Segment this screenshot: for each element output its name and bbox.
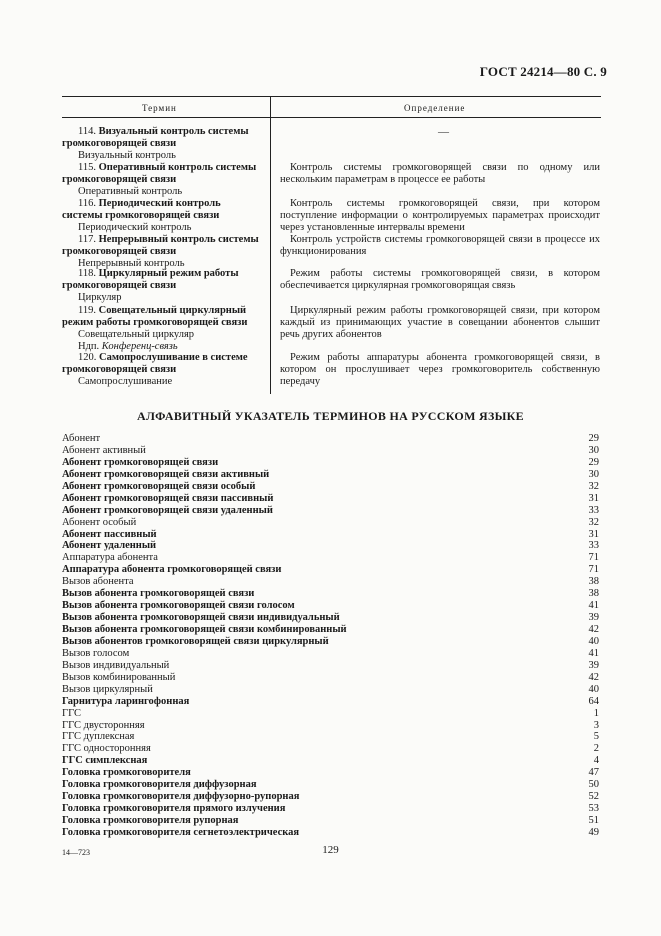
term-title: Визуальный контроль системы громкоговорящей связи: [62, 126, 249, 149]
index-term: Абонент пассивный: [62, 528, 157, 540]
term-title: Циркулярный режим работы громкоговорящей связи: [62, 268, 239, 291]
index-list: [62, 433, 599, 839]
term-number: 114.: [78, 126, 96, 137]
index-term: Вызов голосом: [62, 647, 130, 659]
page-number: 129: [322, 844, 339, 856]
index-term: Головка громкоговорителя диффузорная: [62, 779, 257, 791]
term-title: Непрерывный контроль системы громкоговорящей связи: [62, 234, 259, 257]
index-page-ref: 38: [588, 588, 599, 600]
index-page-ref: 38: [588, 576, 599, 588]
index-row: [62, 803, 599, 815]
term-title: Самопрослушивание в системе громкоговорящей связи: [62, 352, 248, 375]
index-row: [62, 457, 599, 469]
table-header-divider: [270, 96, 271, 117]
table-col-definition-heading: Определение: [404, 103, 466, 113]
index-term: Абонент громкоговорящей связи пассивный: [62, 492, 274, 504]
index-page-ref: 39: [588, 612, 599, 624]
deprecated-term: Конференц-связь: [101, 341, 178, 352]
term-entry-114: [62, 126, 262, 162]
document-header-code: ГОСТ 24214—80 С. 9: [479, 64, 607, 79]
index-term: Абонент особый: [62, 516, 137, 528]
term-entry-119: [62, 305, 262, 353]
index-row: [62, 815, 599, 827]
index-page-ref: 32: [588, 480, 599, 492]
table-header-rule: [62, 117, 601, 118]
index-row: [62, 469, 599, 481]
index-page-ref: 3: [593, 719, 599, 731]
index-page-ref: 47: [588, 767, 599, 779]
term-number: 119.: [78, 305, 96, 316]
index-term: Вызов абонента громкоговорящей связи комбинированный: [62, 624, 347, 635]
index-row: [62, 755, 599, 767]
index-page-ref: 52: [588, 791, 599, 803]
index-row: [62, 684, 599, 696]
index-term: ГГС дуплексная: [62, 731, 135, 743]
index-page-ref: 40: [588, 683, 599, 695]
definition-115: Контроль системы громкоговорящей связи по одному или нескольким параметрам в процессе ее работы: [280, 162, 600, 185]
term-synonym: Непрерывный контроль: [78, 258, 185, 269]
index-term: Вызов абонента: [62, 576, 134, 588]
index-page-ref: 4: [593, 755, 599, 767]
term-title: Периодический контроль системы громкоговорящей связи: [62, 198, 221, 221]
index-term: Абонент громкоговорящей связи удаленный: [62, 504, 273, 516]
index-row: [62, 505, 599, 517]
index-row: [62, 588, 599, 600]
index-term: Аппаратура абонента громкоговорящей связи: [62, 564, 282, 576]
index-page-ref: 71: [588, 552, 599, 564]
index-term: Абонент удаленный: [62, 540, 157, 552]
index-page-ref: 42: [588, 671, 599, 683]
index-term: ГГС: [62, 707, 82, 719]
index-term: Головка громкоговорителя сегнетоэлектрическая: [62, 826, 300, 838]
index-term: Абонент громкоговорящей связи: [62, 456, 219, 468]
index-page-ref: 42: [588, 624, 599, 635]
index-page-ref: 49: [588, 826, 599, 838]
term-synonym: Периодический контроль: [78, 222, 192, 233]
index-title: АЛФАВИТНЫЙ УКАЗАТЕЛЬ ТЕРМИНОВ НА РУССКОМ ЯЗЫКЕ: [137, 409, 524, 423]
index-term: Головка громкоговорителя: [62, 767, 191, 779]
index-row: [62, 445, 599, 457]
index-row: [62, 660, 599, 672]
definition-116: Контроль системы громкоговорящей связи, при котором поступление информации о контролируемых параметрах происходит через установленные интервалы времени: [280, 198, 600, 233]
definition-119: Циркулярный режим работы громкоговорящей связи, при котором каждый из принимающих участие в совещании абонентов слышит речь других абонентов: [280, 305, 600, 340]
term-synonym: Циркуляр: [78, 292, 122, 303]
deprecated-prefix: Ндп.: [78, 341, 100, 352]
index-row: [62, 552, 599, 564]
term-number: 117.: [78, 234, 96, 245]
index-term: Абонент громкоговорящей связи активный: [62, 468, 270, 480]
term-number: 116.: [78, 198, 96, 209]
index-page-ref: 41: [588, 647, 599, 659]
index-row: [62, 529, 599, 541]
index-row: [62, 433, 599, 445]
index-term: Вызов абонента громкоговорящей связи голосом: [62, 600, 295, 612]
index-page-ref: 41: [588, 600, 599, 612]
definition-dash-114: —: [438, 126, 449, 138]
index-row: [62, 648, 599, 660]
index-page-ref: 29: [588, 456, 599, 468]
index-page-ref: 50: [588, 779, 599, 791]
index-term: Головка громкоговорителя рупорная: [62, 815, 239, 826]
index-page-ref: 71: [588, 564, 599, 576]
index-page-ref: 51: [588, 815, 599, 826]
index-row: [62, 672, 599, 684]
definition-118: Режим работы системы громкоговорящей связи, в котором обеспечивается циркулярная громкоговорящая связь: [280, 268, 600, 291]
index-term: Головка громкоговорителя диффузорно-рупорная: [62, 791, 300, 803]
index-row: [62, 636, 599, 648]
term-synonym: Визуальный контроль: [78, 150, 176, 161]
index-page-ref: 32: [588, 516, 599, 528]
index-page-ref: 39: [588, 659, 599, 671]
term-title: Совещательный циркулярный режим работы громкоговорящей связи: [62, 305, 248, 328]
term-synonym: Самопрослушивание: [78, 376, 173, 387]
index-row: [62, 791, 599, 803]
index-term: ГГС симплексная: [62, 755, 148, 767]
index-row: [62, 696, 599, 708]
index-row: [62, 481, 599, 493]
index-row: [62, 517, 599, 529]
term-number: 120.: [78, 352, 97, 363]
term-synonym: Совещательный циркуляр: [78, 329, 195, 340]
index-page-ref: 33: [588, 540, 599, 552]
index-row: [62, 779, 599, 791]
term-entry-118: [62, 268, 262, 304]
table-column-divider: [270, 117, 271, 394]
index-term: Абонент: [62, 433, 101, 444]
index-page-ref: 64: [588, 695, 599, 707]
term-entry-120: [62, 352, 262, 388]
index-row: [62, 827, 599, 839]
definition-117: Контроль устройств системы громкоговорящей связи в процессе их функционирования: [280, 234, 600, 257]
term-entry-115: [62, 162, 262, 198]
index-row: [62, 767, 599, 779]
term-entry-117: [62, 234, 262, 270]
index-term: Вызов циркулярный: [62, 683, 153, 695]
term-synonym: Оперативный контроль: [78, 186, 183, 197]
index-row: [62, 564, 599, 576]
definition-120: Режим работы аппаратуры абонента громкоговорящей связи, в котором он прослушивает через громкоговоритель собственную передачу: [280, 352, 600, 387]
index-term: Абонент активный: [62, 444, 146, 456]
index-term: Гарнитура ларингофонная: [62, 695, 190, 707]
index-row: [62, 720, 599, 732]
index-term: Вызов абонента громкоговорящей связи: [62, 588, 255, 600]
index-page-ref: 30: [588, 468, 599, 480]
index-page-ref: 31: [588, 492, 599, 504]
table-col-term-heading: Термин: [142, 103, 177, 113]
index-term: Головка громкоговорителя прямого излучения: [62, 803, 286, 815]
index-term: Аппаратура абонента: [62, 552, 158, 564]
index-term: Вызов абонента громкоговорящей связи индивидуальный: [62, 612, 340, 624]
index-term: Вызов абонентов громкоговорящей связи циркулярный: [62, 635, 329, 647]
index-page-ref: 29: [588, 433, 599, 444]
index-row: [62, 493, 599, 505]
index-term: Абонент громкоговорящей связи особый: [62, 480, 256, 492]
index-page-ref: 30: [588, 444, 599, 456]
index-row: [62, 743, 599, 755]
index-term: ГГС односторонняя: [62, 743, 151, 755]
index-row: [62, 708, 599, 720]
index-row: [62, 540, 599, 552]
index-page-ref: 31: [588, 528, 599, 540]
index-term: Вызов индивидуальный: [62, 659, 170, 671]
index-page-ref: 53: [588, 803, 599, 815]
index-row: [62, 612, 599, 624]
index-row: [62, 624, 599, 636]
index-row: [62, 731, 599, 743]
index-page-ref: 1: [593, 707, 599, 719]
index-row: [62, 576, 599, 588]
term-number: 115.: [78, 162, 96, 173]
term-number: 118.: [78, 268, 96, 279]
index-page-ref: 5: [593, 731, 599, 743]
term-title: Оперативный контроль системы громкоговорящей связи: [62, 162, 257, 185]
index-page-ref: 2: [593, 743, 599, 755]
index-term: Вызов комбинированный: [62, 671, 176, 683]
index-page-ref: 40: [588, 635, 599, 647]
table-top-rule: [62, 96, 601, 97]
term-entry-116: [62, 198, 262, 234]
index-term: ГГС двусторонняя: [62, 719, 145, 731]
index-page-ref: 33: [588, 504, 599, 516]
index-row: [62, 600, 599, 612]
footer-code: 14—723: [62, 848, 90, 857]
